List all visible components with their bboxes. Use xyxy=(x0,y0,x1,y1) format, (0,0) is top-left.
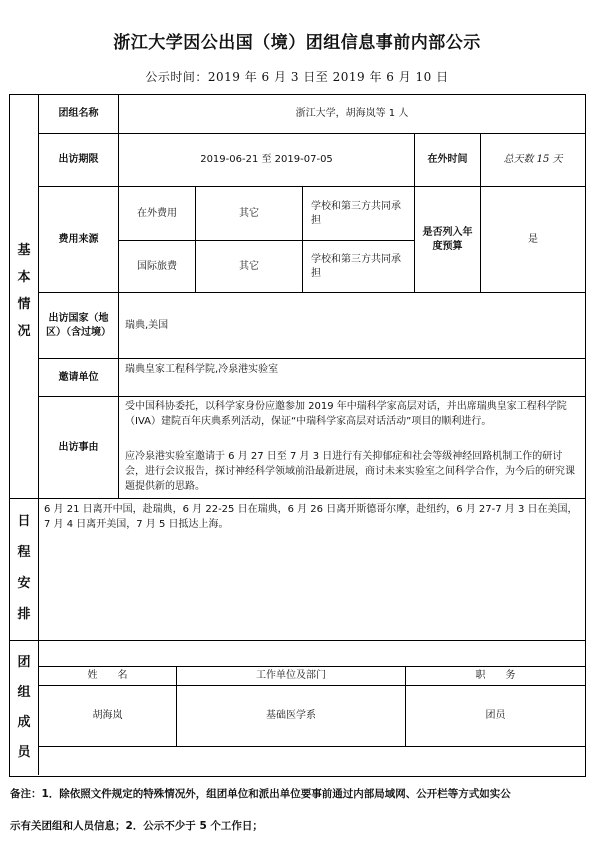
purpose-paragraph-2: 应冷泉港实验室邀请于 6 月 27 日至 7 月 3 日进行有关抑郁症和社会等级神经回路机制工作的研讨会，进行会议报告，探讨神经科学领域前沿最新进展，商讨未来实验室之间科学合作，为今后的研究课题提供新的思路。 xyxy=(125,451,575,492)
budget-label: 是否列入年度预算 xyxy=(422,226,473,252)
inviter-label: 邀请单位 xyxy=(58,371,99,383)
days-abroad-value: 总天数 15 天 xyxy=(503,154,563,165)
days-abroad-label: 在外时间 xyxy=(427,154,468,165)
funding-type: 其它 xyxy=(239,207,259,219)
section-schedule-label: 日 程 安 排 xyxy=(17,514,31,622)
publicity-period: 公示时间：2019 年 6 月 3 日至 2019 年 6 月 10 日 xyxy=(145,70,449,84)
members-header-position: 职 务 xyxy=(475,670,516,681)
countries-label: 出访国家（地区）（含过境） xyxy=(46,312,111,338)
funding-source: 学校和第三方共同承担 xyxy=(311,253,401,279)
member-unit: 基础医学系 xyxy=(266,710,316,721)
funding-label: 费用来源 xyxy=(58,233,99,245)
group-name-label: 团组名称 xyxy=(58,108,99,119)
funding-type: 其它 xyxy=(239,260,259,272)
section-members-label: 团 组 成 员 xyxy=(17,655,31,760)
budget-value: 是 xyxy=(528,233,538,245)
funding-item: 国际旅费 xyxy=(137,260,177,272)
schedule-text: 6 月 21 日离开中国，赴瑞典，6 月 22-25 日在瑞典，6 月 26 日离开斯德哥尔摩，赴纽约，6 月 27-7 月 3 日在美国，7 月 4 日离开美国，7 月 5 日抵达上海。 xyxy=(44,504,578,530)
members-header-unit: 工作单位及部门 xyxy=(256,670,326,681)
inviter-value: 瑞典皇家工程科学院,冷泉港实验室 xyxy=(125,364,279,375)
visit-period-label: 出访期限 xyxy=(58,154,99,165)
group-name-value: 浙江大学，胡海岚等 1 人 xyxy=(295,108,409,119)
funding-item: 在外费用 xyxy=(137,207,177,219)
purpose-paragraph-1: 受中国科协委托，以科学家身份应邀参加 2019 年中瑞科学家高层对话，并出席瑞典皇家工程科学院（IVA）建院百年庆典系列活动，保证“中瑞科学家高层对话活动”项目的顺利进行。 xyxy=(125,401,567,427)
note-line-1: 备注：1．除依照文件规定的特殊情况外，组团单位和派出单位要事前通过内部局域网、公开栏等方式如实公 xyxy=(10,788,511,800)
purpose-label: 出访事由 xyxy=(58,441,99,453)
funding-source: 学校和第三方共同承担 xyxy=(311,200,401,226)
member-position: 团员 xyxy=(485,710,506,721)
note-line-2: 示有关团组和人员信息；2．公示不少于 5 个工作日； xyxy=(10,820,263,832)
member-name: 胡海岚 xyxy=(92,710,123,721)
members-header-name: 姓 名 xyxy=(87,670,128,681)
page-title: 浙江大学因公出国（境）团组信息事前内部公示 xyxy=(113,33,481,53)
countries-value: 瑞典,美国 xyxy=(125,319,169,331)
visit-period-value: 2019-06-21 至 2019-07-05 xyxy=(200,154,333,165)
section-basic-label: 基 本 情 况 xyxy=(17,243,31,339)
